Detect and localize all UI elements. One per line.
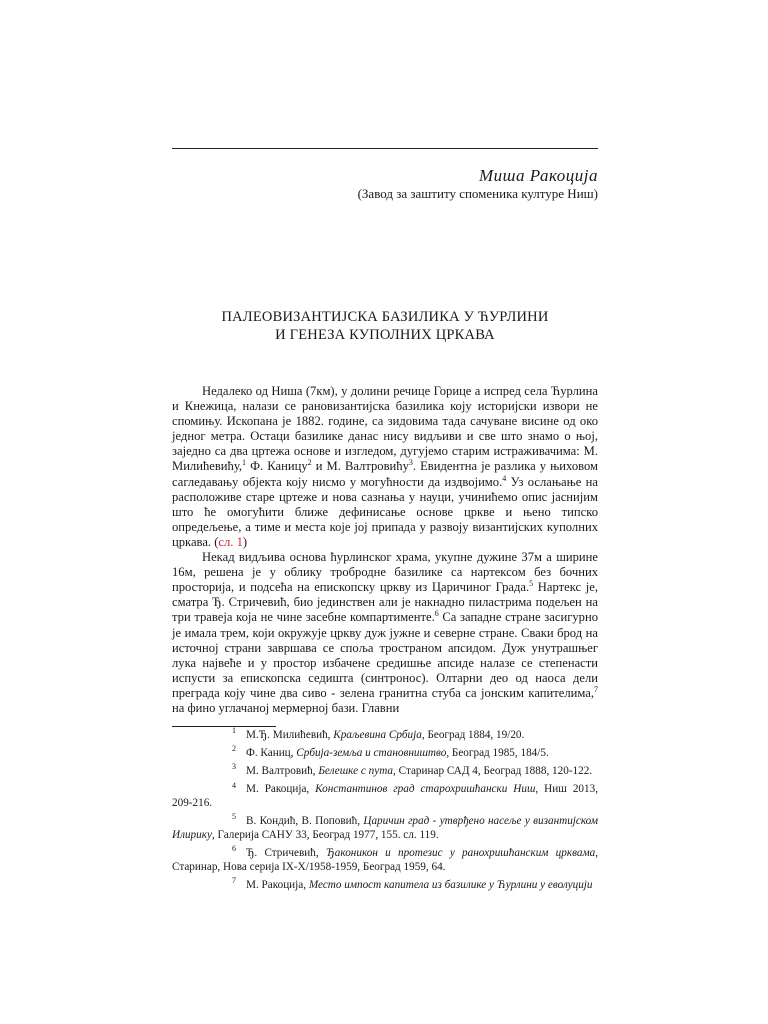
footnote-italic-title: Константинов град старохришћански Ниш xyxy=(315,783,536,796)
footnote-text: М.Ђ. Милићевић, xyxy=(246,729,334,741)
figure-reference-link[interactable]: сл. 1 xyxy=(218,534,243,549)
footnote-text: , Галерија САНУ 33, Београд 1977, 155. сл. 119. xyxy=(211,828,439,841)
paragraph-text: на фино углачаној мермерној бази. Главни xyxy=(172,700,400,715)
paragraph-1 xyxy=(172,384,598,550)
paragraph-text: Уз ослањање на расположиве старе цртеже и нова сазнања у науци, учинићемо опис јаснијим што ће омогућити ближе дефинисање основе цркве и њено типско опредељење, а тиме и места које јој припада у развоју византијских куполних цркава. ( xyxy=(172,474,599,549)
paragraph-2 xyxy=(172,550,598,716)
footnote-marker[interactable]: 1 xyxy=(242,458,247,468)
footnote-text: Ђ. Стричевић, xyxy=(246,847,326,860)
paragraph-text: ) xyxy=(242,534,248,549)
footnote-text: М. Ракоција, xyxy=(246,878,309,891)
footnote-text: Ф. Каниц, xyxy=(246,747,297,760)
footnote-text: , Старинар САД 4, Београд 1888, 120-122. xyxy=(393,765,593,778)
top-rule xyxy=(172,148,598,149)
footnote-italic-title: Краљевина Србија xyxy=(333,729,422,741)
footnotes xyxy=(172,726,598,897)
paragraph-text: и М. Валтровићу xyxy=(311,459,409,474)
footnote-italic-title: Белешке с пута xyxy=(318,765,394,778)
footnote-italic-title: Ђаконикон и протезис у ранохришћанским црквама xyxy=(325,847,596,860)
paragraph-text: Са западне стране засигурно је имала трем, који окружује цркву дуж јужне и северне стране. Сваки брод на источној страни завршава се споља тространом апсидом. Дуж унутрашњег лука највеће и у простор избачене средишње апсиде налазе се степенасти испусти за епископска седишта (синтронос). Олтарни део од наоса дели преграда коју чине два сиво - зелена гранитна стуба са јонским капителима, xyxy=(172,610,598,700)
footnote-italic-title: Царичин град - утврђено насеље у византијском Илирику xyxy=(172,815,598,841)
article-body xyxy=(172,384,598,716)
footnote-text: , Београд 1985, 184/5. xyxy=(446,747,549,760)
paragraph-text: . Евидентна је разлика у њиховом сагледавању објекта коју нисмо у могућности да издвојимо. xyxy=(172,459,599,489)
footnote-marker[interactable]: 3 xyxy=(408,458,413,468)
paragraph-text: Ф. Каницу xyxy=(246,459,308,474)
footnote: $^4$ М. Ракоција, Константинов град старохришћански Ниш, Ниш 2013, 209-216. xyxy=(172,780,598,810)
footnote: $^2$ Ф. Каниц, Србија-земља и становништво, Београд 1985, 184/5. xyxy=(232,744,549,760)
author-name: Миша Ракоција xyxy=(478,166,598,185)
footnote-text: , Београд 1884, 19/20. xyxy=(421,729,525,741)
footnote-marker[interactable]: 6 xyxy=(434,609,439,619)
footnote-text: , Старинар, Нова серија IX-X/1958-1959, Београд 1959, 64. xyxy=(172,847,598,873)
article-title-line-1: ПАЛЕОВИЗАНТИЈСКА БАЗИЛИКА У ЋУРЛИНИ xyxy=(221,309,549,325)
paragraph-text: Нартекс је, сматра Ђ. Стричевић, био јединствен али је накнадно пиластрима подељен на три травеја која не чине засебне компартименте. xyxy=(172,580,598,625)
author-affiliation: (Завод за заштиту споменика културе Ниш) xyxy=(357,186,598,201)
paragraph-text: Некад видљива основа ћурлинског храма, укупне дужине 37м а ширине 16м, решена је у облику тробродне базилике са нартексом без бочних просторија, и подсећа на епископску цркву из Царичиног Града. xyxy=(172,550,598,595)
footnote: $^5$ В. Кондић, В. Поповић, Царичин град - утврђено насеље у византијском Илирику, Галерија САНУ 33, Београд 1977, 155. сл. 119. xyxy=(172,812,598,841)
footnote-italic-title: Место импост капитела из базилике у Ћурлини у еволуцији xyxy=(308,878,593,891)
footnote: $^1$ М.Ђ. Милићевић, Краљевина Србија, Београд 1884, 19/20. xyxy=(232,726,525,741)
footnote-marker[interactable]: 5 xyxy=(529,579,534,589)
footnote-text: М. Валтровић, xyxy=(246,765,319,778)
footnote-text: В. Кондић, В. Поповић, xyxy=(246,815,364,828)
footnote-italic-title: Србија-земља и становништво xyxy=(296,747,447,760)
footnote: $^3$ М. Валтровић, Белешке с пута, Старинар САД 4, Београд 1888, 120-122. xyxy=(232,762,593,778)
footnote-separator xyxy=(172,726,276,727)
article-title xyxy=(172,308,598,344)
footnote-text: , Ниш 2013, 209-216. xyxy=(172,783,598,810)
article-title-line-2: И ГЕНЕЗА КУПОЛНИХ ЦРКАВА xyxy=(275,327,495,343)
footnote-marker[interactable]: 2 xyxy=(307,458,312,468)
footnote: $^6$ Ђ. Стричевић, Ђаконикон и протезис у ранохришћанским црквама, Старинар, Нова серија IX-X/1958-1959, Београд 1959, 64. xyxy=(172,844,598,873)
footnote-marker[interactable]: 4 xyxy=(502,473,507,483)
footnote-text: М. Ракоција, xyxy=(246,783,316,796)
footnote-marker[interactable]: 7 xyxy=(594,684,598,694)
footnote: $^7$ М. Ракоција, Место импост капитела из базилике у Ћурлини у еволуцији xyxy=(232,876,593,891)
paragraph-text: Недалеко од Ниша (7км), у долини речице Горице а испред села Ћурлина и Кнежица, налази се рановизантијска базилика коју историјски извори не спомињу. Ископана је 1882. године, са зидовима тада сачуване висине од око једног метра. Остаци базилике данас нису видљиви и све што знамо о њој, заједно са два цртежа основе и изгледом, дугујемо старим истраживачима: М. Милићевићу, xyxy=(172,384,598,474)
